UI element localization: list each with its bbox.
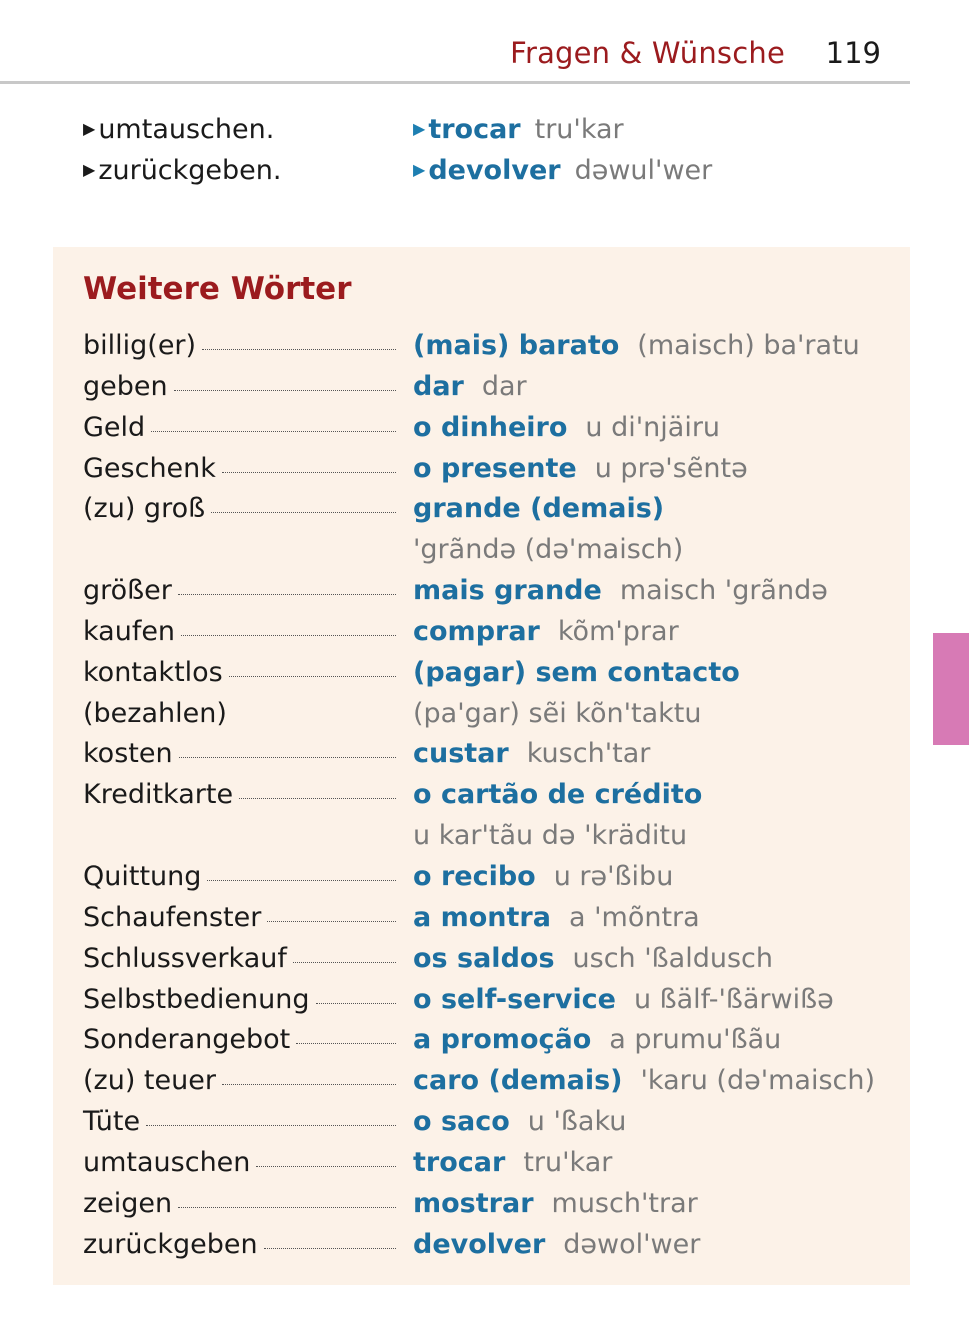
vocab-german: Kreditkarte [83, 776, 396, 814]
vocab-row [83, 450, 893, 491]
vocab-portuguese: o recibo u rə'ßibu [413, 860, 674, 892]
vocab-row [83, 613, 893, 654]
vocabulary-list [83, 327, 893, 1266]
vocab-portuguese [413, 695, 702, 733]
vocabulary-box [53, 247, 910, 1285]
pronunciation: dar [481, 370, 527, 402]
vocab-portuguese: (mais) barato (maisch) ba'ratu [413, 330, 860, 361]
vocab-portuguese: o self-service u ßälf-'ßärwißə [413, 983, 834, 1015]
dot-leader [181, 635, 396, 636]
vocab-row [83, 572, 893, 613]
pronunciation: usch 'ßaldusch [572, 942, 773, 974]
dot-leader [174, 390, 396, 391]
vocab-row [83, 1226, 893, 1267]
vocab-german: billig(er) [83, 327, 396, 365]
pronunciation: maisch 'grãndə [619, 575, 828, 607]
pronunciation: tru'kar [523, 1146, 613, 1178]
vocab-row [83, 735, 893, 776]
dot-leader [202, 349, 396, 350]
box-title: Weitere Wörter [83, 271, 352, 307]
vocab-portuguese [413, 531, 683, 569]
vocab-german: kontaktlos [83, 654, 396, 692]
dot-leader [178, 1207, 396, 1208]
vocab-portuguese [413, 817, 687, 855]
vocab-portuguese: grande (demais) [413, 493, 665, 525]
dot-leader [293, 962, 396, 963]
pronunciation: 'grãndə (də'maisch) [413, 534, 684, 566]
dot-leader [229, 676, 396, 677]
chapter-title: Fragen & Wünsche [510, 36, 785, 70]
dot-leader [296, 1043, 396, 1044]
dot-leader [207, 880, 396, 881]
page-header [0, 0, 910, 84]
pronunciation: u 'ßaku [527, 1106, 627, 1138]
vocab-german: größer [83, 572, 396, 610]
vocab-row [83, 1103, 893, 1144]
arrow-icon: ▶ [83, 119, 96, 138]
dot-leader [179, 757, 396, 758]
dot-leader [264, 1248, 396, 1249]
vocab-portuguese: caro (demais) 'karu (də'maisch) [413, 1065, 876, 1097]
vocab-german: kaufen [83, 613, 396, 651]
phrase-german: ▶ umtauschen. [83, 114, 275, 145]
vocab-row [83, 981, 893, 1022]
vocab-portuguese: (pagar) sem contacto [413, 656, 740, 688]
vocab-german: Schlussverkauf [83, 940, 396, 978]
pronunciation: (maisch) ba'ratu [637, 330, 860, 361]
vocab-row [83, 531, 893, 572]
vocab-portuguese: o presente u prə'sẽntə [413, 452, 748, 484]
pronunciation: a prumu'ßãu [609, 1024, 782, 1056]
phrase-row [83, 110, 883, 151]
dot-leader [222, 1084, 396, 1085]
vocab-row [83, 409, 893, 450]
pronunciation: musch'trar [551, 1187, 698, 1219]
dot-leader [151, 431, 396, 432]
pronunciation: u ßälf-'ßärwißə [633, 983, 834, 1015]
vocab-german: (zu) groß [83, 490, 396, 528]
vocab-portuguese: o dinheiro u di'njäiru [413, 411, 721, 443]
vocab-german: (zu) teuer [83, 1062, 396, 1100]
pronunciation: dəwol'wer [563, 1228, 701, 1260]
vocab-german: Schaufenster [83, 899, 396, 937]
vocab-german: kosten [83, 735, 396, 773]
vocab-german: zurückgeben [83, 1226, 396, 1264]
pronunciation: u kar'tãu də 'kräditu [413, 820, 688, 852]
vocab-row [83, 817, 893, 858]
page-number: 119 [825, 36, 881, 70]
dot-leader [239, 798, 396, 799]
vocab-portuguese: dar dar [413, 370, 527, 402]
dot-leader [316, 1003, 396, 1004]
phrase-row [83, 151, 883, 192]
dot-leader [222, 472, 396, 473]
dot-leader [178, 594, 396, 595]
phrase-portuguese: ▶ devolver dəwul'wer [413, 155, 713, 186]
arrow-icon: ▶ [413, 160, 426, 179]
vocab-row [83, 368, 893, 409]
vocab-portuguese: trocar tru'kar [413, 1146, 613, 1178]
vocab-portuguese: comprar kõm'prar [413, 615, 679, 647]
vocab-row [83, 654, 893, 695]
phrase-portuguese: ▶ trocar tru'kar [413, 114, 624, 145]
vocab-row [83, 858, 893, 899]
vocab-row [83, 490, 893, 531]
vocab-portuguese: a montra a 'mõntra [413, 901, 700, 933]
phrase-german: ▶ zurückgeben. [83, 155, 282, 186]
dot-leader [267, 921, 396, 922]
pronunciation: kusch'tar [526, 738, 651, 770]
vocab-row [83, 1185, 893, 1226]
vocab-portuguese: a promoção a prumu'ßãu [413, 1024, 782, 1056]
vocab-german: Selbstbedienung [83, 981, 396, 1019]
vocab-portuguese: mais grande maisch 'grãndə [413, 575, 828, 607]
vocab-german: Tüte [83, 1103, 396, 1141]
pronunciation: (pa'gar) sẽi kõn'taktu [413, 697, 702, 729]
vocab-row [83, 1021, 893, 1062]
vocab-german: Geschenk [83, 450, 396, 488]
vocab-german: umtauschen [83, 1144, 396, 1182]
phrase-list [83, 110, 883, 192]
chapter-tab [933, 633, 969, 745]
vocab-german: geben [83, 368, 396, 406]
pronunciation: kõm'prar [557, 615, 679, 647]
vocab-german: Sonderangebot [83, 1021, 396, 1059]
vocab-portuguese: devolver dəwol'wer [413, 1228, 701, 1260]
vocab-portuguese: custar kusch'tar [413, 738, 651, 770]
vocab-portuguese: os saldos usch 'ßaldusch [413, 942, 773, 974]
vocab-row [83, 776, 893, 817]
pronunciation: a 'mõntra [568, 901, 700, 933]
vocab-row [83, 327, 893, 368]
vocab-row [83, 695, 893, 736]
vocab-portuguese: mostrar musch'trar [413, 1187, 698, 1219]
vocab-row [83, 899, 893, 940]
vocab-portuguese: o saco u 'ßaku [413, 1106, 627, 1138]
dot-leader [256, 1166, 396, 1167]
vocab-german: zeigen [83, 1185, 396, 1223]
dot-leader [146, 1125, 396, 1126]
vocab-row [83, 1144, 893, 1185]
vocab-portuguese: o cartão de crédito [413, 779, 703, 811]
pronunciation: 'karu (də'maisch) [640, 1065, 876, 1097]
arrow-icon: ▶ [413, 119, 426, 138]
pronunciation: tru'kar [534, 114, 624, 145]
pronunciation: u rə'ßibu [553, 860, 674, 892]
arrow-icon: ▶ [83, 160, 96, 179]
vocab-row [83, 1062, 893, 1103]
pronunciation: u prə'sẽntə [594, 452, 748, 484]
pronunciation: u di'njäiru [585, 411, 721, 443]
pronunciation: dəwul'wer [574, 155, 713, 186]
vocab-german: Quittung [83, 858, 396, 896]
vocab-german: (bezahlen) [83, 697, 227, 729]
dot-leader [211, 512, 396, 513]
vocab-row [83, 940, 893, 981]
vocab-german: Geld [83, 409, 396, 447]
